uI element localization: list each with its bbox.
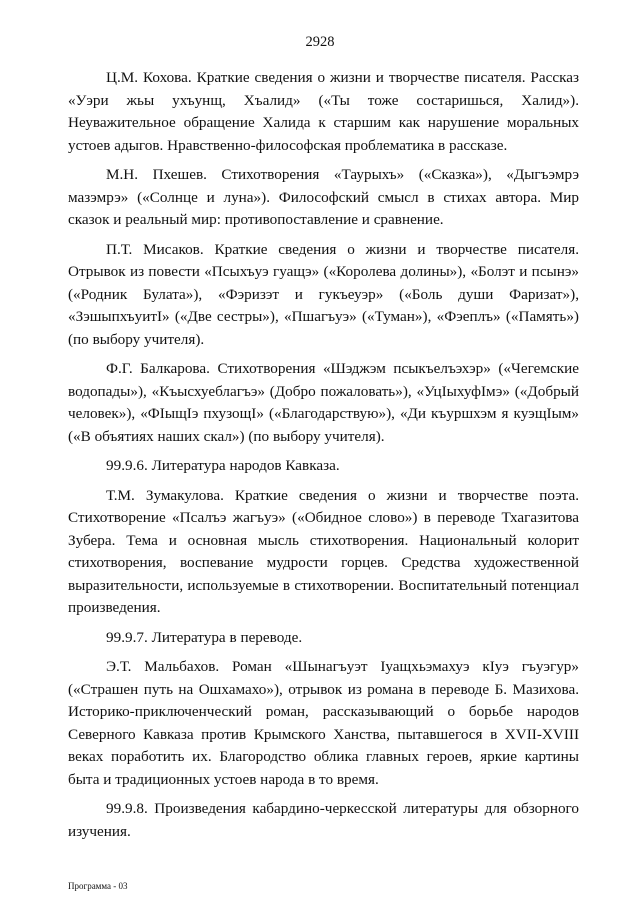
page-footer: Программа - 03 [68,881,128,891]
paragraph-kokhova: Ц.М. Кохова. Краткие сведения о жизни и творчестве писателя. Рассказ «Уэри жьы ухъунщ, Хъалид» («Ты тоже состаришься, Халид»). Неуважительное обращение Халида к старшим как нарушение моральных устоев адыгов. Нравственно-философская проблематика в рассказе. [68,69,579,154]
paragraph-misakov: П.Т. Мисаков. Краткие сведения о жизни и творчестве писателя. Отрывок из повести «Псыхъуэ гуащэ» («Королева долины»), «Болэт и псынэ» («Родник Булата»), «Фэризэт и гукъеуэр» («Боль души Фаризат»), «ЗэшыпхъуитІ» («Две сестры»), «Пшагъуэ» («Туман»), «Фэеплъ» («Память») (по выбору учителя). [68,240,579,348]
section-heading-translated-literature: 99.9.7. Литература в переводе. [106,628,303,646]
paragraph-balkarova: Ф.Г. Балкарова. Стихотворения «Шэджэм псыкъелъэхэр» («Чегемские водопады»), «Къысхуеблагъэ» (Добро пожаловать»), «УцІыхуфІмэ» («Добрый человек»), «ФІыщІэ пхузощІ» («Благодарствую»), «Ди къуршхэм я куэщІым» («В объятиях наших скал») (по выбору учителя). [68,360,579,445]
paragraph-zumakulova: Т.М. Зумакулова. Краткие сведения о жизни и творчестве поэта. Стихотворение «Псалъэ жагъуэ» («Обидное слово») в переводе Тхагазитова Зубера. Тема и основная мысль стихотворения. Национальный колорит стихотворения, воспевание мудрости горцев. Средства художественной выразительности, используемые в стихотворении. Воспитательный потенциал произведения. [68,486,579,616]
paragraph-pkheshev: М.Н. Пхешев. Стихотворения «Таурыхъ» («Сказка»), «Дыгъэмрэ мазэмрэ» («Солнце и луна»). Философский смысл в стихах автора. Мир сказок и реальный мир: противопоставление и сравнение. [68,166,579,228]
paragraph-overview-works: 99.9.8. Произведения кабардино-черкесской литературы для обзорного изучения. [68,800,579,840]
paragraph-malbakhov: Э.Т. Мальбахов. Роман «Шынагъуэт Іуащхьэмахуэ кІуэ гъуэгур» («Страшен путь на Ошхамахо»), отрывок из романа в переводе Б. Мазихова. Историко-приключенческий роман, рассказывающий о борьбе народов Северного Кавказа против Крымского Ханства, пытавшегося в XVII-XVIII веках поработить их. Благородство облика главных героев, яркие картины быта и традиционных устоев народа в то время. [68,658,579,788]
page-number: 2928 [305,34,335,50]
section-heading-caucasus-literature: 99.9.6. Литература народов Кавказа. [106,457,340,474]
document-body [68,67,579,850]
